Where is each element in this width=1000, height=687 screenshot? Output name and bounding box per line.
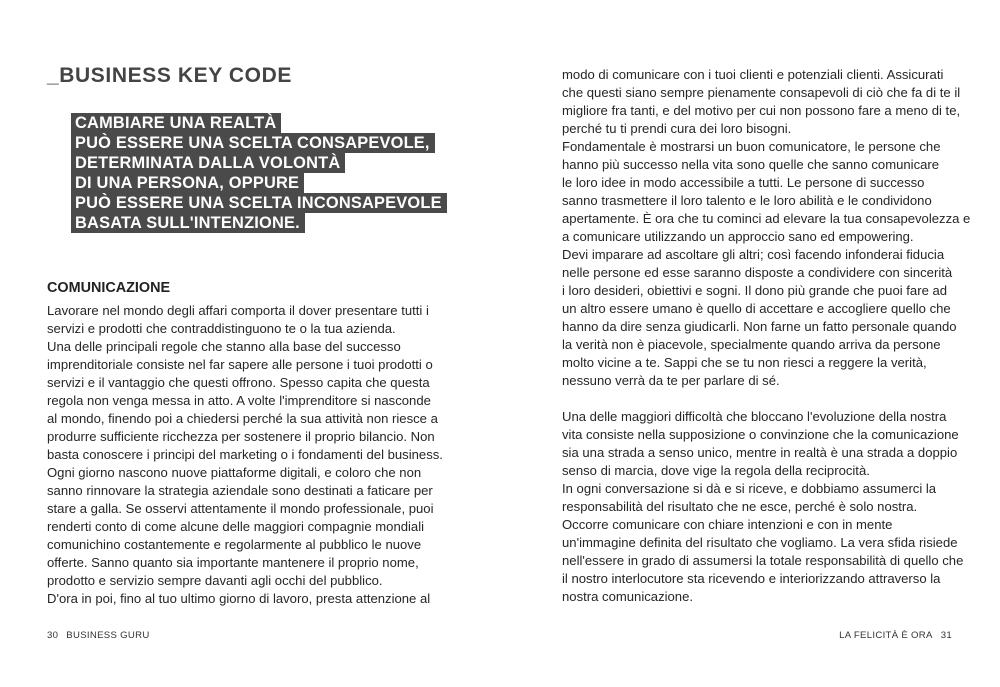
text-line: migliore fra tanti, e del motivo per cui non possono fare a meno di te,	[562, 103, 961, 118]
text-line: molto vicine a te. Sappi che se tu non riesci a reggere la verità,	[562, 355, 927, 370]
quote-line-text: BASATA SULL'INTENZIONE.	[71, 213, 305, 233]
right-page	[500, 0, 1000, 687]
paragraph-gap	[562, 390, 970, 408]
text-line: vita consiste nella supposizione o convinzione che la comunicazione	[562, 427, 959, 442]
quote-line-text: PUÒ ESSERE UNA SCELTA CONSAPEVOLE,	[71, 133, 435, 153]
text-line: sanno trasmettere il loro talento e le loro abilità e le condividono	[562, 193, 932, 208]
text-line: apertamente. È ora che tu cominci ad elevare la tua consapevolezza e	[562, 211, 971, 226]
text-line: produrre sufficiente ricchezza per sostenere il proprio bilancio. Non	[47, 429, 435, 444]
text-line: nell'essere in grado di assumersi la totale responsabilità di quello che	[562, 553, 964, 568]
text-line: comunichino costantemente e regolarmente al pubblico le nuove	[47, 537, 422, 552]
left-body-text	[47, 302, 443, 608]
page-number: 30	[47, 630, 59, 641]
text-line: Una delle principali regole che stanno alla base del successo	[47, 339, 401, 354]
running-footer-title: LA FELICITÀ È ORA	[839, 630, 933, 641]
text-line: Devi imparare ad ascoltare gli altri; così facendo infonderai fiducia	[562, 247, 945, 262]
right-footer	[839, 630, 952, 641]
quote-line	[71, 133, 447, 153]
text-line: D'ora in poi, fino al tuo ultimo giorno di lavoro, presta attenzione al	[47, 591, 431, 606]
text-line: renderti conto di come alcune delle maggiori compagnie mondiali	[47, 519, 425, 534]
quote-line	[71, 113, 447, 133]
text-line: Occorre comunicare con chiare intenzioni e con in mente	[562, 517, 893, 532]
quote-line	[71, 153, 447, 173]
quote-line	[71, 193, 447, 213]
right-body-text	[562, 66, 970, 606]
quote-line	[71, 213, 447, 233]
section-title: _BUSINESS KEY CODE	[47, 64, 292, 87]
quote-line	[71, 173, 447, 193]
text-line: prodotto e servizio sempre davanti agli occhi del pubblico.	[47, 573, 383, 588]
text-line: le loro idee in modo accessibile a tutti. Le persone di successo	[562, 175, 925, 190]
text-line: nessuno verrà da te per parlare di sé.	[562, 373, 780, 388]
text-line: Fondamentale è mostrarsi un buon comunicatore, le persone che	[562, 139, 941, 154]
left-footer	[47, 630, 150, 641]
text-line: hanno da dire senza giudicarli. Non farne un fatto personale quando	[562, 319, 957, 334]
text-line: In ogni conversazione si dà e si riceve, e dobbiamo assumerci la	[562, 481, 937, 496]
text-line: Una delle maggiori difficoltà che bloccano l'evoluzione della nostra	[562, 409, 947, 424]
text-line: un altro essere umano è quello di accettare e accogliere quello che	[562, 301, 951, 316]
text-line: responsabilità del risultato che ne esce, perché è solo nostra.	[562, 499, 918, 514]
text-line: perché tu ti prendi cura dei loro bisogni.	[562, 121, 792, 136]
text-line: imprenditoriale consiste nel far sapere alle persone i tuoi prodotti o	[47, 357, 433, 372]
text-line: servizi e prodotti che contraddistinguono te o la tua azienda.	[47, 321, 396, 336]
quote-line-text: PUÒ ESSERE UNA SCELTA INCONSAPEVOLE	[71, 193, 447, 213]
quote-line-text: DI UNA PERSONA, OPPURE	[71, 173, 304, 193]
text-line: i loro desideri, obiettivi e sogni. Il dono più grande che puoi fare ad	[562, 283, 948, 298]
running-footer-title: BUSINESS GURU	[66, 630, 150, 641]
text-line: servizi e il vantaggio che questi offrono. Spesso capita che questa	[47, 375, 430, 390]
quote-line-text: CAMBIARE UNA REALTÀ	[71, 113, 281, 133]
quote-line-text: DETERMINATA DALLA VOLONTÀ	[71, 153, 345, 173]
text-line: nostra comunicazione.	[562, 589, 694, 604]
text-line: senso di marcia, dove vige la regola della reciprocità.	[562, 463, 870, 478]
text-line: nelle persone ed esse saranno disposte a condividere con sincerità	[562, 265, 953, 280]
text-line: hanno più successo nella vita sono quelle che sanno comunicare	[562, 157, 940, 172]
text-line: basta conoscere i principi del marketing o i fondamenti del business.	[47, 447, 443, 462]
text-line: a comunicare utilizzando un approccio sano ed empowering.	[562, 229, 914, 244]
text-line: un'immagine definita del risultato che vogliamo. La vera sfida risiede	[562, 535, 958, 550]
text-line: Ogni giorno nascono nuove piattaforme digitali, e coloro che non	[47, 465, 422, 480]
subheading-comunicazione: COMUNICAZIONE	[47, 280, 171, 296]
text-line: Lavorare nel mondo degli affari comporta il dover presentare tutti i	[47, 303, 429, 318]
text-line: stare a galla. Se osservi attentamente il mondo professionale, puoi	[47, 501, 434, 516]
text-line: modo di comunicare con i tuoi clienti e potenziali clienti. Assicurati	[562, 67, 944, 82]
text-line: al mondo, finendo poi a chiedersi perché la sua attività non riesce a	[47, 411, 438, 426]
highlighted-quote	[71, 113, 447, 233]
text-line: sia una strada a senso unico, mentre in realtà è una strada a doppio	[562, 445, 958, 460]
text-line: regola non venga messa in atto. A volte l'imprenditore si nasconde	[47, 393, 431, 408]
page-number: 31	[940, 630, 952, 641]
text-line: offerte. Sanno quanto sia importante mantenere il proprio nome,	[47, 555, 419, 570]
text-line: la verità non è piacevole, specialmente quando arriva da persone	[562, 337, 941, 352]
text-line: il nostro interlocutore sta ricevendo e interiorizzando attraverso la	[562, 571, 941, 586]
text-line: che questi siano sempre pienamente consapevoli di ciò che fa di te il	[562, 85, 961, 100]
text-line: sanno rinnovare la strategia aziendale sono destinati a faticare per	[47, 483, 433, 498]
